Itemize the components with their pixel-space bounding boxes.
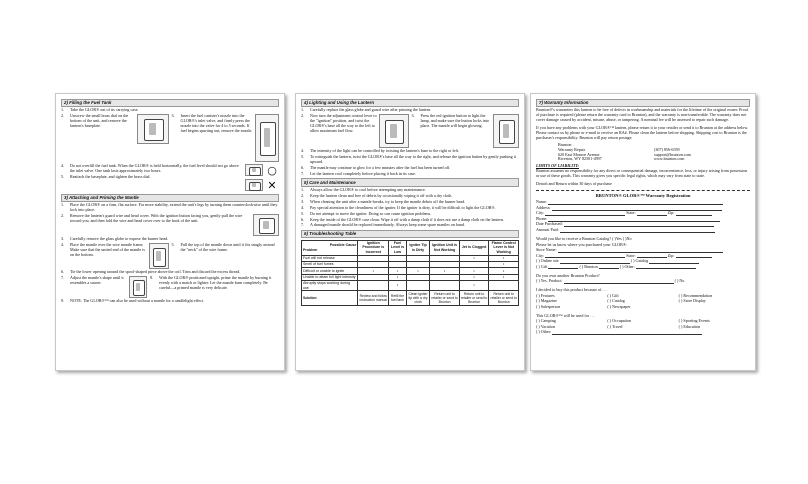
limits-paragraph: Brunton assumes no responsibility for any direct or consequential damage, inconvenience, loss, or injury arising from possession or use of these goods. This warranty gives you specific legal rights, which may vary from state to state. xyxy=(536,168,748,179)
option-row xyxy=(536,325,750,330)
detach-line xyxy=(536,190,750,191)
step-text: Carefully remove the glass globe to expose the burner head. xyxy=(70,236,169,242)
step xyxy=(301,114,409,148)
gift-input[interactable] xyxy=(548,265,578,269)
step-text: Let the lantern cool completely before placing it back in its case. xyxy=(310,170,416,176)
step-number: 3. xyxy=(301,198,305,204)
store-zip-input[interactable] xyxy=(676,254,712,258)
step xyxy=(301,155,519,165)
solution-row xyxy=(302,291,519,305)
incorrect-fill-row xyxy=(245,178,279,192)
step xyxy=(172,243,280,269)
cause-mark-cell xyxy=(358,280,389,291)
date-purchased-input[interactable] xyxy=(564,223,714,227)
check-circle-icon: ○ xyxy=(267,163,277,177)
step-number: 1. xyxy=(61,202,65,208)
store-state-label: State: xyxy=(626,252,636,258)
option-catalog[interactable]: ( ) Catalog xyxy=(630,258,649,264)
step-text: Now turn the adjustment control lever to the "ignition" position, and twist the GLOR®'s base all the way to the left to allow maximum fuel flow. xyxy=(310,113,377,133)
header-cell xyxy=(302,240,358,255)
step-number: 9. xyxy=(61,298,65,304)
cause-header: Fuel Level is Low xyxy=(389,240,407,255)
option-row xyxy=(536,294,750,299)
step-number: 2. xyxy=(301,113,305,119)
section-heading-lighting: 4) Lighting and Using the Lantern xyxy=(301,99,519,107)
step-number: 3. xyxy=(171,113,175,119)
name-input[interactable] xyxy=(548,201,723,205)
step xyxy=(301,212,519,217)
step-number: 1. xyxy=(301,187,305,192)
cause-mark-cell: • xyxy=(459,255,489,261)
solution-cell: Clean igniter tip with a dry cloth xyxy=(406,291,430,305)
checkbox-option[interactable]: ( ) Sporting Events xyxy=(678,318,710,324)
step-number: 1. xyxy=(301,107,305,113)
contact-email[interactable]: support@brunton.com xyxy=(654,151,691,157)
step xyxy=(172,114,280,162)
section-heading-filling-fuel-tank: 2) Filling the Fuel Tank xyxy=(61,99,279,107)
solution-cell: Return unit to retailer or send to Brunton xyxy=(460,291,488,305)
zip-input[interactable] xyxy=(676,212,712,216)
other-input[interactable] xyxy=(636,265,696,269)
problem-cell: Fuel will not release xyxy=(302,255,358,261)
step-number: 7. xyxy=(301,170,305,176)
step xyxy=(301,206,519,211)
table-row xyxy=(302,280,519,291)
step xyxy=(61,114,169,162)
step-row-illustrated xyxy=(61,243,279,269)
city-input[interactable] xyxy=(545,212,625,216)
date-purchased-label: Date Purchased: xyxy=(536,221,563,227)
checkbox-option[interactable]: ( ) Newspaper xyxy=(607,303,631,309)
warranty-address-block xyxy=(558,143,750,163)
cause-mark-cell: • xyxy=(389,280,407,291)
solution-label: Solution xyxy=(302,291,358,305)
use-options xyxy=(536,319,750,329)
step-text: Always allow the GLOR® to cool before attempting any maintenance. xyxy=(310,187,426,192)
step-number: 7. xyxy=(301,222,305,228)
solution-cell: Return unit to retailer or send to Brunton xyxy=(431,291,458,305)
own-no-option[interactable]: ( ) No. xyxy=(674,278,686,284)
step xyxy=(61,214,250,236)
step xyxy=(412,114,520,148)
solution-cell: Refill the fuel tank xyxy=(389,291,407,305)
address-field-row xyxy=(536,206,750,211)
checkbox-option[interactable]: ( ) Magazine xyxy=(536,298,557,304)
step-text: Carefully replace the glass globe and guard wire after priming the lantern. xyxy=(310,107,432,113)
step-row-illustrated xyxy=(61,114,279,162)
address-label: Address: xyxy=(536,204,551,210)
step-number: 6. xyxy=(301,164,305,170)
step-row-with-symbols xyxy=(61,163,279,192)
option-row xyxy=(536,319,750,324)
store-zip-label: Zip: xyxy=(667,252,675,258)
option-other[interactable]: ( ) Other: xyxy=(619,263,635,269)
step-text: Place the mantle over the wire mantle frame. Make sure that the untied end of the mantle is on the bottom. xyxy=(70,242,145,257)
step-text: When cleaning the unit after a mantle breaks, try to keep the mantle debris off the burner head. xyxy=(310,198,466,204)
fuel-canister-illustration xyxy=(255,114,279,162)
instruction-panel-filling-priming xyxy=(55,93,285,371)
cause-mark-cell: • xyxy=(489,274,519,280)
checkbox-option[interactable]: ( ) Occupation xyxy=(607,318,631,324)
step-number: 2. xyxy=(301,192,305,198)
step-text: The intensity of the light can be controlled by twisting the lantern's base to the right or left. xyxy=(310,148,459,154)
table-header-row xyxy=(302,240,519,255)
step-number: 1. xyxy=(61,107,65,113)
amount-paid-row xyxy=(536,228,750,233)
amount-paid-input[interactable] xyxy=(560,229,715,233)
step-text: The mantle may continue to glow for a few minutes after the fuel has been turned off. xyxy=(310,164,451,170)
fill-level-illustrations xyxy=(245,163,279,192)
checkbox-option[interactable]: ( ) Catalog xyxy=(607,298,625,304)
guard-wire-illustration xyxy=(253,214,279,236)
mantle-placement-illustration xyxy=(149,243,169,269)
checkbox-option[interactable]: ( ) Store Display xyxy=(678,298,706,304)
contact-phone: (307) 856-6559 xyxy=(654,146,680,152)
step-text: Pull the top of the mantle down until it fits snugly around the "neck" of the wire frame. xyxy=(180,242,275,253)
x-icon: ✕ xyxy=(267,178,277,192)
option-row xyxy=(536,305,750,310)
problem-label: Problem xyxy=(303,247,318,252)
step-row-illustrated xyxy=(61,214,279,236)
limits-heading: LIMITS OF LIABILITY: xyxy=(536,163,579,169)
cause-mark-cell xyxy=(430,280,459,291)
address-left xyxy=(558,143,654,163)
name-field-row xyxy=(536,200,750,205)
city-state-zip-row xyxy=(536,211,750,216)
step-number: 4. xyxy=(301,204,305,210)
step-text: Press the red ignition button to light the lamp, and make sure the button locks into place. The mantle will begin glowing. xyxy=(420,113,489,128)
step-number: 3. xyxy=(61,236,65,242)
cause-mark-cell: • xyxy=(389,274,407,280)
use-other-input[interactable] xyxy=(552,331,702,335)
step xyxy=(61,203,279,213)
checkbox-option[interactable]: ( ) Features xyxy=(536,292,555,298)
cause-header: Igniter Tip is Dirty xyxy=(406,240,430,255)
own-yes-option[interactable]: ( ) Yes. Product: xyxy=(536,278,563,284)
cause-header: Flame Control Lever is Not Working xyxy=(489,240,519,255)
step-text: Reattach the baseplate, and tighten the brass dial. xyxy=(70,174,151,179)
cause-header: Ignition Procedure is Incorrect xyxy=(358,240,389,255)
solution-cell: Review and follow instruction manual xyxy=(358,291,389,305)
step-number: 2. xyxy=(61,113,65,119)
problem-cell: Difficult or unable to ignite xyxy=(302,268,358,274)
section-heading-attaching-mantle: 3) Attaching and Priming the Mantle xyxy=(61,194,279,202)
cause-header: Ignition Unit is Not Working xyxy=(430,240,459,255)
step-text: Keep the lantern clean and free of debris by occasionally wiping it off with a dry cloth. xyxy=(310,192,453,198)
step-text: Take the GLOR® out of its carrying case. xyxy=(70,107,139,113)
correct-fill-row xyxy=(245,163,279,177)
store-name-label: Store Name: xyxy=(536,247,557,253)
solution-cell: Return unit to retailer or send to Brunton xyxy=(490,291,517,305)
use-question: This GLOR®™ will be used for . . . xyxy=(536,312,596,318)
checkbox-option[interactable]: ( ) Gift xyxy=(607,292,619,298)
use-other-option[interactable]: ( ) Other: xyxy=(536,329,552,335)
instruction-panel-lighting-care xyxy=(295,93,525,371)
troubleshooting-table xyxy=(301,240,519,306)
catalog-question[interactable]: Would you like to receive a Brunton Catalog? ( )Yes ( )No xyxy=(536,236,632,242)
step-number: 5. xyxy=(171,242,175,248)
step-text: Pay special attention to the cleanliness of the igniter. If the igniter is dirty, it will be difficult to light the GLOR®. xyxy=(310,204,496,210)
checkbox-option[interactable]: ( ) Salesperson xyxy=(536,303,561,309)
section-heading-troubleshooting: 6) Troubleshooting Table xyxy=(301,230,519,238)
zip-label: Zip: xyxy=(667,210,675,216)
incorrect-fill-illustration xyxy=(245,179,263,191)
store-name-input[interactable] xyxy=(558,249,723,253)
step-text: Adjust the mantle's shape until it resembles a saucer. xyxy=(70,275,124,285)
correct-fill-illustration xyxy=(245,164,263,176)
cause-mark-cell: • xyxy=(358,268,389,274)
checkbox-option[interactable]: ( ) Education xyxy=(678,323,701,329)
cause-mark-cell: • xyxy=(459,280,489,291)
adjustment-lever-illustration xyxy=(379,114,409,148)
checkbox-option[interactable]: ( ) Travel xyxy=(607,323,623,329)
store-city-label: City: xyxy=(536,252,545,258)
step xyxy=(61,164,242,174)
step-text: To extinguish the lantern, twist the GLOR®'s base all the way to the right, and release the ignition button by gently pushing it upward. xyxy=(310,154,516,164)
step-number: 8. xyxy=(150,275,154,281)
address-line: Warranty Repair xyxy=(558,146,586,152)
brunton-input[interactable] xyxy=(599,265,619,269)
step-number: 6. xyxy=(61,269,65,275)
problem-cell: Abruptly stops working during use xyxy=(302,280,358,291)
address-line: 620 East Monroe Avenue xyxy=(558,151,600,157)
option-brunton[interactable]: ( ) Brunton xyxy=(579,263,598,269)
step-number: 5. xyxy=(61,174,65,179)
amount-paid-label: Amount Paid: xyxy=(536,226,559,232)
step-row-illustrated xyxy=(301,114,519,148)
phone-label: Phone: xyxy=(536,215,548,221)
cause-mark-cell xyxy=(406,280,430,291)
step-number: 4. xyxy=(61,163,65,169)
step-number: 5. xyxy=(301,210,305,216)
step-text: With the GLOR® positioned upright, prime the mantle by burning it evenly with a match or lighter. Let the mantle burn completely. Be careful—a primed mantle is very delicate. xyxy=(159,275,272,290)
decide-options xyxy=(536,294,750,310)
step xyxy=(61,243,169,269)
address-line: Brunton xyxy=(558,141,572,147)
warranty-return-paragraph: If you have any problems with your GLOR®™ lantern, please return it to your retailer or send it to Brunton at the address below. Please contact us by phone or e-mail to receive an RA#. Please clean the lantern before shipping. Shipping cost to Brunton is the purchaser's responsibility. Brunton will pay return postage. xyxy=(536,125,749,140)
use-other-row xyxy=(536,330,750,335)
cause-mark-cell: • xyxy=(489,268,519,274)
option-row xyxy=(536,299,750,304)
step xyxy=(301,200,519,205)
cause-mark-cell: • xyxy=(489,255,519,261)
step-number: 5. xyxy=(301,154,305,160)
cause-mark-cell: • xyxy=(489,261,519,267)
decide-question: I decided to buy this product because of . . . xyxy=(536,287,608,293)
problem-cell: Smell of fuel fumes xyxy=(302,261,358,267)
city-label: City: xyxy=(536,210,545,216)
step-text: Remove the lantern's guard wire and head cover. With the ignition button facing you, gently pull the wire toward you, and then fold the wire and head cover over to the back of the unit. xyxy=(70,213,243,224)
checkbox-option[interactable]: ( ) Vacation xyxy=(536,323,556,329)
contact-website[interactable]: www.brunton.com xyxy=(654,156,685,162)
section-heading-warranty: 7) Warranty Information xyxy=(536,99,750,107)
address-line: Riverton, WY 82501-4997 xyxy=(558,156,602,162)
step-text: Insert the fuel canister's nozzle into the GLOR®'s inlet valve, and firmly press the nozzle into the valve for 4 to 5 seconds. If fuel begins spurting out, remove the nozzle. xyxy=(180,113,253,133)
option-gift[interactable]: ( ) Gift xyxy=(536,263,548,269)
phone-input[interactable] xyxy=(548,218,720,222)
where-purchased-question: Please let us know where you purchased your GLOR®: xyxy=(536,241,628,247)
state-input[interactable] xyxy=(637,212,667,216)
baseplate-illustration xyxy=(137,114,169,144)
step-text: Do not attempt to move the igniter. Doing so can cause ignition problems. xyxy=(310,210,432,216)
own-product-input[interactable] xyxy=(564,280,674,284)
date-purchased-row xyxy=(536,222,750,227)
step-number: 3. xyxy=(411,113,415,119)
own-product-question: Do you own another Brunton Product? xyxy=(536,272,600,278)
troubleshooting-table-body xyxy=(302,255,519,305)
checkbox-option[interactable]: ( ) Recommendation xyxy=(678,292,713,298)
cause-mark-cell: • xyxy=(430,268,459,274)
ignition-button-illustration xyxy=(493,114,519,148)
step-number: 2. xyxy=(61,213,65,219)
step xyxy=(61,299,279,304)
step-text: Tie the lower opening around the spool-shaped piece above the coil. Trim and discard the excess thread. xyxy=(70,269,241,275)
warranty-panel xyxy=(530,93,756,371)
step-number: 4. xyxy=(61,242,65,248)
possible-cause-label: Possible Cause xyxy=(329,243,357,248)
store-name-row xyxy=(536,248,750,253)
saucer-mantle-illustration xyxy=(129,276,147,298)
own-product-row xyxy=(536,279,750,284)
catalog-input[interactable] xyxy=(649,260,699,264)
purchase-channel-row xyxy=(536,265,750,270)
detach-instruction: Detach and Return within 30 days of purchase xyxy=(536,181,612,187)
step-row-illustrated xyxy=(61,276,279,298)
address-right xyxy=(654,143,750,163)
step-text: Unscrew the small brass dial on the bottom of the unit, and remove the lantern's baseplate. xyxy=(70,113,129,128)
cause-mark-cell: • xyxy=(406,268,430,274)
step-number: 7. xyxy=(61,275,65,281)
step-text: NOTE: The GLOR®™ can also be used without a mantle for a candlelight effect. xyxy=(70,298,205,304)
cause-mark-cell xyxy=(489,280,519,291)
step xyxy=(150,276,279,298)
warranty-paragraph: Brunton®'s warranties this lantern to be free of defects in workmanship and materials for the lifetime of the original owner. Proof of purchase is required (please return the warranty card to Brunton), and the warranty is non-transferable. The warranty does not cover damage caused by accident, misuse, abuse, or tampering. A nominal fee will be assessed to repair such damage. xyxy=(536,107,749,123)
cause-mark-cell: • xyxy=(459,268,489,274)
purchase-channel-row xyxy=(536,259,750,264)
step-group xyxy=(61,163,242,192)
step xyxy=(61,276,147,298)
checkbox-option xyxy=(679,305,750,310)
checkbox-option[interactable]: ( ) Camping xyxy=(536,318,556,324)
step-text: A damaged mantle should be replaced immediately. Always keep some spare mantles on hand. xyxy=(310,222,465,228)
name-label: Name: xyxy=(536,199,547,205)
step-text: Do not overfill the fuel tank. When the GLOR® is held horizontally, the fuel level should not go above the inlet valve. One tank lasts approximately two hours. xyxy=(70,163,239,174)
step-text: Keep the inside of the GLOR® case clean. Wipe it off with a damp cloth if it does not use a damp cloth on the lantern. xyxy=(310,216,504,222)
step-number: 6. xyxy=(301,216,305,222)
cause-header: Jet is Clogged xyxy=(459,240,489,255)
registration-title: BRUNTON® GLOR®™ Warranty Registration xyxy=(595,192,691,198)
step xyxy=(301,223,519,228)
section-heading-care: 5) Care and Maintenance xyxy=(301,178,519,186)
option-online[interactable]: ( ) Online site xyxy=(536,258,559,264)
state-label: State: xyxy=(626,210,636,216)
step-number: 4. xyxy=(301,148,305,154)
cause-mark-cell: • xyxy=(389,268,407,274)
cause-mark-cell: • xyxy=(459,274,489,280)
step xyxy=(61,175,242,180)
step xyxy=(301,172,519,177)
phone-field-row xyxy=(536,217,750,222)
problem-cell: Unable to attain full light intensity xyxy=(302,274,358,280)
step-text: Place the GLOR® on a firm, flat surface. For more stability, extend the unit's legs by turning them counterclockwise until they lock into place. xyxy=(70,202,278,213)
